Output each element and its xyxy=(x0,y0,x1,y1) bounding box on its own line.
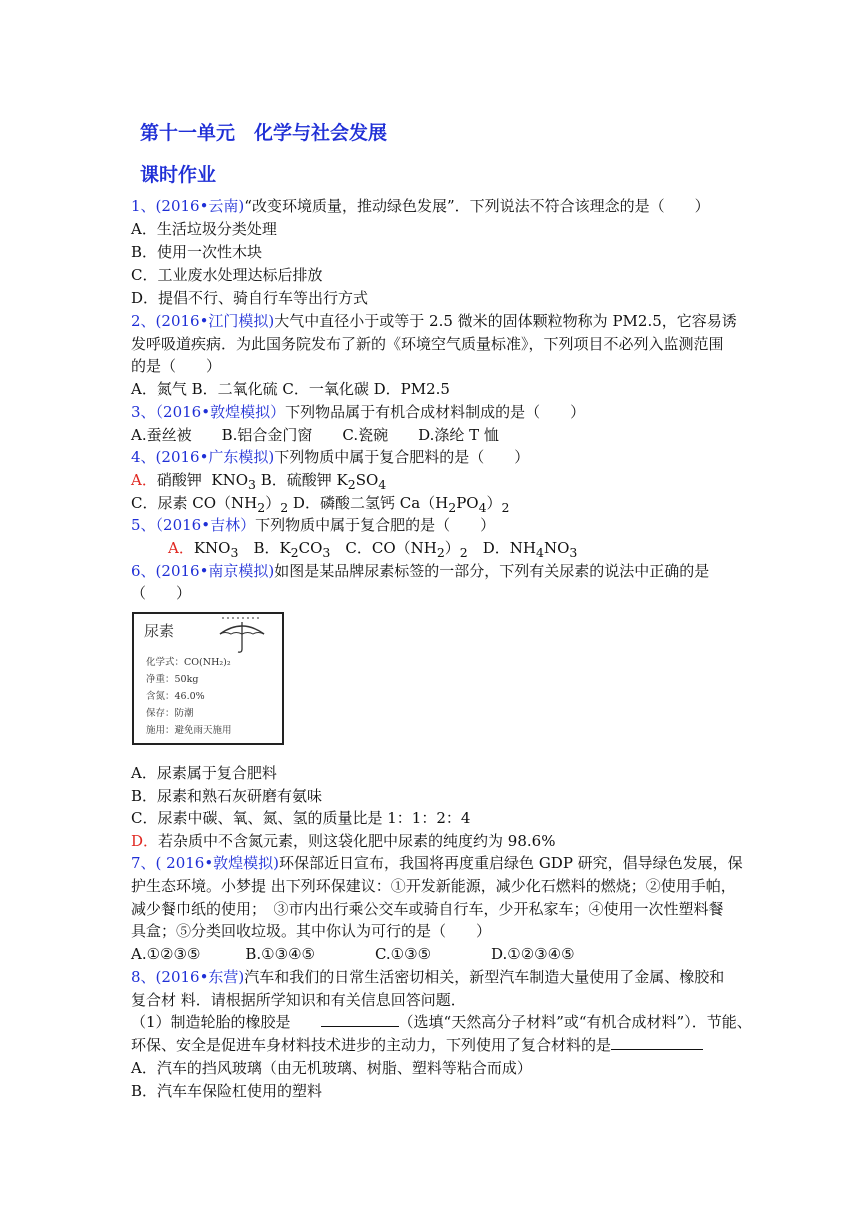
subscript: 3 xyxy=(569,545,578,560)
text-segment: C．CO（NH xyxy=(330,539,437,557)
text-segment: A．氮气 B．二氧化硫 C．一氧化碳 D．PM2.5 xyxy=(131,380,450,398)
text-line-q1b xyxy=(131,241,262,263)
text-segment: A． xyxy=(131,471,157,489)
text-segment: ） xyxy=(265,494,281,512)
figure-row: 净重：50kg xyxy=(146,674,199,685)
text-segment: D．磷酸二氢钙 Ca（H xyxy=(288,494,449,512)
figure-title: 尿素 xyxy=(144,622,175,640)
text-line-q1 xyxy=(131,195,710,217)
text-segment: 1、(2016•云南) xyxy=(131,197,245,215)
subscript: 3 xyxy=(230,545,239,560)
text-segment: 若杂质中不含氮元素，则这袋化肥中尿素的纯度约为 98.6% xyxy=(158,832,556,850)
page-title: 第十一单元 化学与社会发展 xyxy=(140,122,388,144)
text-line-q7opts xyxy=(131,943,575,965)
text-segment: B．使用一次性木块 xyxy=(131,243,263,261)
text-line-q7l4 xyxy=(131,920,491,942)
text-segment: D．提倡不行、骑自行车等出行方式 xyxy=(131,289,369,307)
text-segment: B．K xyxy=(238,539,291,557)
text-segment: （选填“天然高分子材料”或“有机合成材料”）．节能、 xyxy=(398,1013,752,1031)
subscript: 2 xyxy=(448,500,457,515)
text-segment: 7、( 2016•敦煌模拟) xyxy=(131,854,280,872)
text-segment: C．尿素中碳、氧、氮、氢的质量比是 1：1：2：4 xyxy=(131,809,471,827)
text-line-q4 xyxy=(131,446,529,468)
text-line-q7 xyxy=(131,852,743,874)
text-segment: B．硫酸钾 K xyxy=(255,471,348,489)
text-segment: “改变环境质量，推动绿色发展”．下列说法不符合该理念的是（ ） xyxy=(244,197,710,215)
text-segment: 6、(2016•南京模拟) xyxy=(131,562,275,580)
text-segment: 下列物质中属于复合肥的是（ ） xyxy=(255,516,496,534)
text-segment: 复合材 料．请根据所学知识和有关信息回答问题． xyxy=(131,991,466,1009)
text-segment: 发呼吸道疾病．为此国务院发布了新的《环境空气质量标准》，下列项目不必列入监测范围 xyxy=(131,335,724,353)
text-segment: 如图是某品牌尿素标签的一部分，下列有关尿素的说法中正确的是 xyxy=(274,562,710,580)
text-segment: A．尿素属于复合肥料 xyxy=(131,764,277,782)
text-line-q6 xyxy=(131,560,709,582)
text-segment: 2、(2016•江门模拟) xyxy=(131,312,275,330)
text-line-q3opts xyxy=(131,424,499,446)
text-segment: C．工业废水处理达标后排放 xyxy=(131,266,323,284)
text-segment: A． xyxy=(168,539,194,557)
text-line-q8a xyxy=(131,1057,532,1079)
text-line-q1d xyxy=(131,287,368,309)
answer-blank[interactable] xyxy=(611,1035,703,1050)
figure-row: 保存：防潮 xyxy=(146,708,194,719)
text-line-q6b xyxy=(131,785,322,807)
text-segment: 4、(2016•广东模拟) xyxy=(131,448,275,466)
text-segment: 大气中直径小于或等于 2.5 微米的固体颗粒物称为 PM2.5，它容易诱 xyxy=(274,312,737,330)
text-segment: 的是（ ） xyxy=(131,357,222,375)
subscript: 2 xyxy=(290,545,299,560)
text-segment: A．汽车的挡风玻璃（由无机玻璃、树脂、塑料等粘合而成） xyxy=(131,1059,532,1077)
text-segment: A.蚕丝被 B.铝合金门窗 C.瓷碗 D.涤纶 T 恤 xyxy=(131,426,499,444)
text-line-q8b xyxy=(131,1080,322,1102)
text-segment: 汽车和我们的日常生活密切相关，新型汽车制造大量使用了金属、橡胶和 xyxy=(244,968,725,986)
text-segment: B．尿素和熟石灰研磨有氨味 xyxy=(131,787,323,805)
subscript: 4 xyxy=(378,477,387,492)
subscript: 2 xyxy=(347,477,356,492)
text-line-q8l2 xyxy=(131,989,466,1011)
subscript: 4 xyxy=(478,500,487,515)
text-segment: C．尿素 CO（NH xyxy=(131,494,258,512)
figure-row: 含氮：46.0% xyxy=(146,691,205,702)
figure-row: 化学式：CO(NH₂)₂ xyxy=(146,657,231,668)
text-segment: 下列物质中属于复合肥料的是（ ） xyxy=(274,448,530,466)
text-line-q5 xyxy=(131,514,495,536)
text-line-q1c xyxy=(131,264,322,286)
text-segment: 硝酸钾 KNO xyxy=(156,471,249,489)
text-segment: （1）制造轮胎的橡胶是 xyxy=(131,1013,321,1031)
text-segment: KNO xyxy=(193,539,231,557)
text-line-q3 xyxy=(131,401,585,423)
text-segment: CO xyxy=(298,539,323,557)
subscript: 3 xyxy=(248,477,256,492)
figure-row: 施用：避免雨天施用 xyxy=(146,725,232,736)
text-line-q8 xyxy=(131,966,724,988)
text-line-q8l4 xyxy=(131,1034,703,1056)
text-segment: 环保部近日宣布，我国将再度重启绿色 GDP 研究，倡导绿色发展，保 xyxy=(279,854,743,872)
text-line-q6l2 xyxy=(131,582,191,604)
text-line-q6d xyxy=(131,830,555,852)
text-segment: 减少餐巾纸的使用； ③市内出行乘公交车或骑自行车，少开私家车；④使用一次性塑料餐 xyxy=(131,900,724,918)
text-segment: 环保、安全是促进车身材料技术进步的主动力，下列使用了复合材料的是 xyxy=(131,1036,612,1054)
text-segment: 护生态环境。小梦提 出下列环保建议：①开发新能源，减少化石燃料的燃烧；②使用手帕， xyxy=(131,877,736,895)
text-line-q6c xyxy=(131,807,470,829)
subscript: 2 xyxy=(501,500,510,515)
text-segment: （ ） xyxy=(131,584,192,602)
text-line-q2opts xyxy=(131,378,450,400)
umbrella-icon xyxy=(212,616,272,656)
text-segment: B．汽车车保险杠使用的塑料 xyxy=(131,1082,323,1100)
text-segment: D．NH xyxy=(467,539,536,557)
text-line-q2 xyxy=(131,310,737,332)
text-segment: A.①②③⑤ B.①③④⑤ C.①③⑤ D.①②③④⑤ xyxy=(131,945,575,963)
text-line-q8l3 xyxy=(131,1011,752,1033)
text-line-q2l3 xyxy=(131,355,221,377)
text-line-q2l2 xyxy=(131,333,724,355)
text-line-q1a xyxy=(131,218,277,240)
text-segment: NO xyxy=(543,539,570,557)
text-segment: PO xyxy=(456,494,479,512)
text-line-q6a xyxy=(131,762,277,784)
text-segment: 3、（2016•敦煌模拟） xyxy=(131,403,286,421)
subscript: 2 xyxy=(280,500,289,515)
text-segment: 具盒；⑤分类回收垃圾。其中你认为可行的是（ ） xyxy=(131,922,492,940)
text-segment: A．生活垃圾分类处理 xyxy=(131,220,277,238)
text-segment: ） xyxy=(486,494,502,512)
section-subtitle: 课时作业 xyxy=(140,164,217,186)
text-segment: D． xyxy=(131,832,159,850)
subscript: 2 xyxy=(459,545,468,560)
text-segment: 下列物品属于有机合成材料制成的是（ ） xyxy=(285,403,586,421)
answer-blank[interactable] xyxy=(321,1012,399,1027)
text-line-q7l3 xyxy=(131,898,724,920)
text-segment: ） xyxy=(444,539,460,557)
text-line-q7l2 xyxy=(131,875,736,897)
subscript: 2 xyxy=(257,500,266,515)
text-segment: SO xyxy=(355,471,379,489)
text-segment: 8、(2016•东营) xyxy=(131,968,245,986)
text-segment: 5、（2016•吉林） xyxy=(131,516,256,534)
urea-label-figure xyxy=(132,612,284,745)
subscript: 4 xyxy=(535,545,544,560)
subscript: 3 xyxy=(322,545,331,560)
subscript: 2 xyxy=(436,545,445,560)
